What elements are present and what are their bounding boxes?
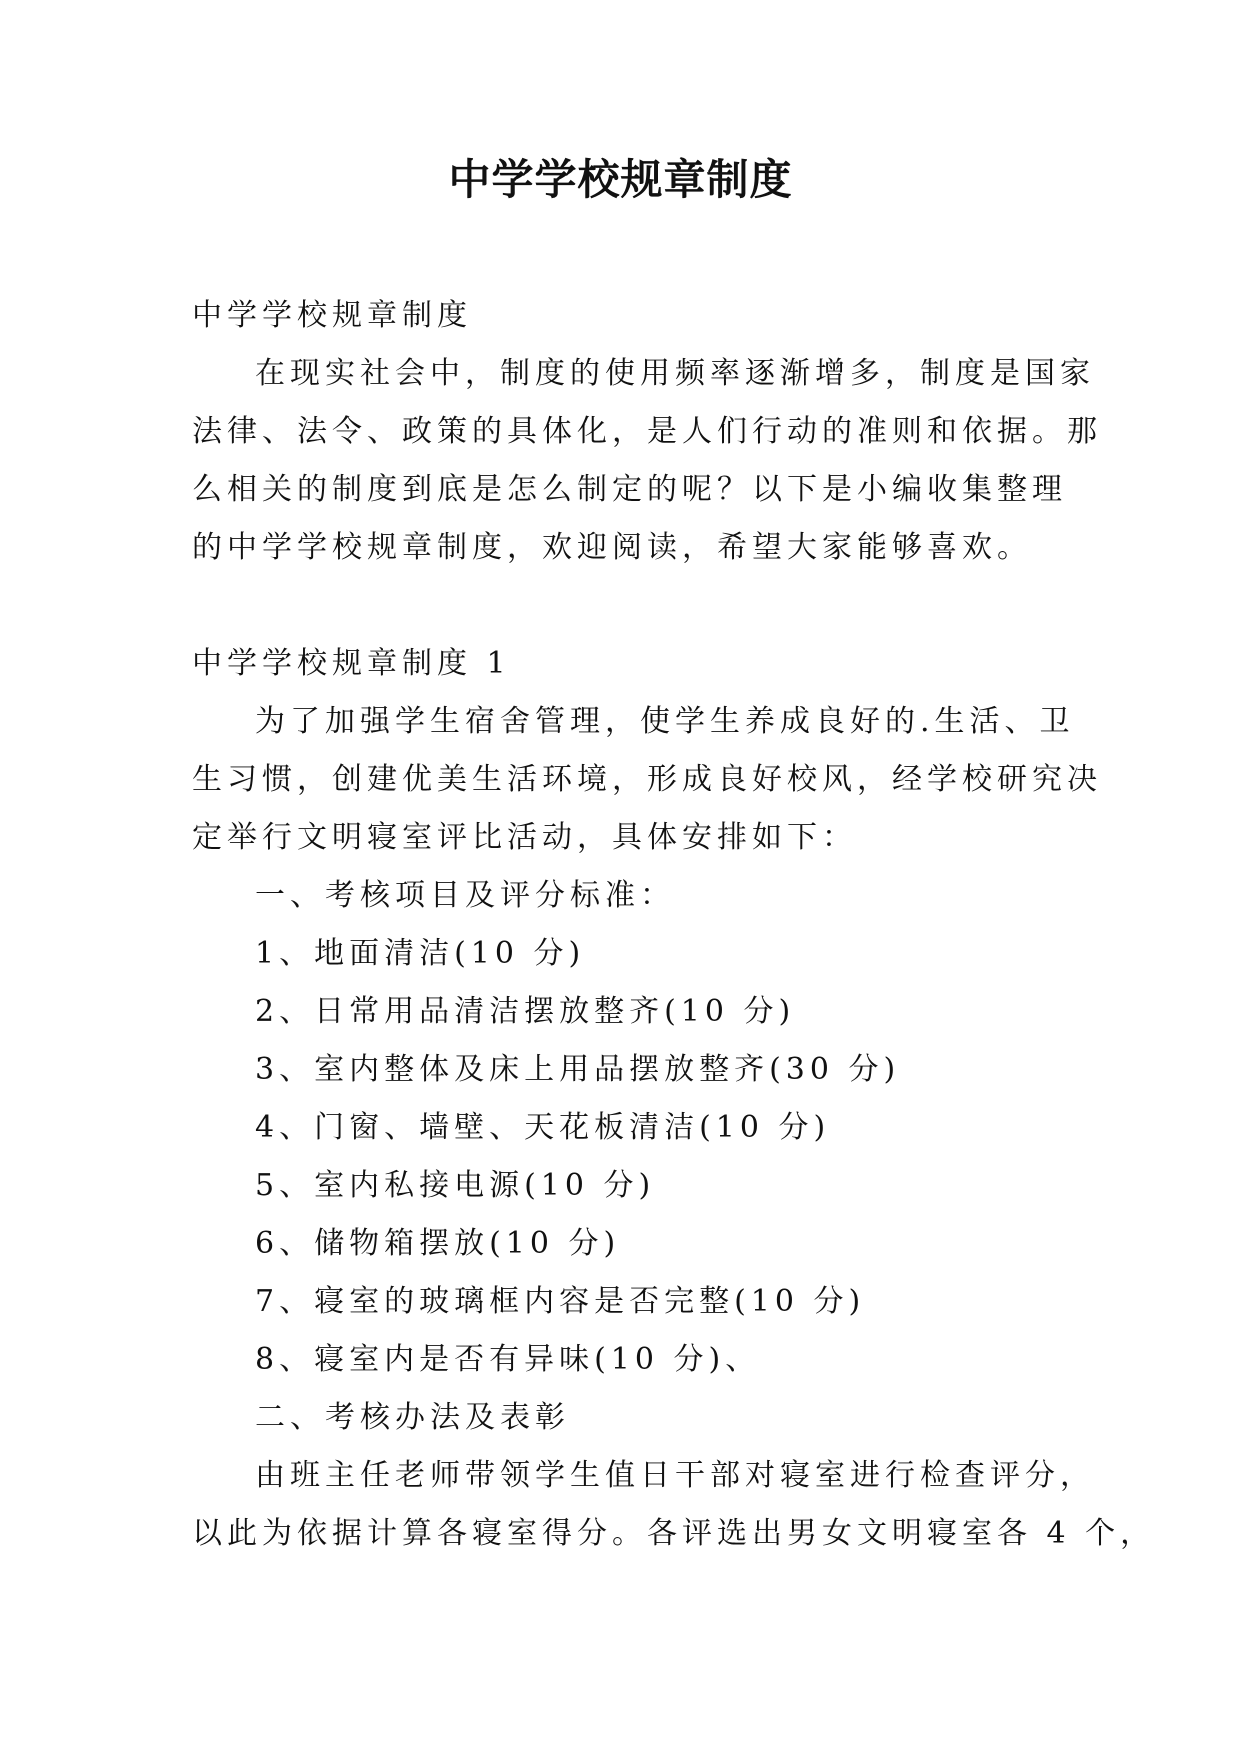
list-item: 3、室内整体及床上用品摆放整齐(30 分) (255, 1052, 901, 1087)
subsection-heading: 一、考核项目及评分标准： (255, 878, 675, 913)
list-item: 6、储物箱摆放(10 分) (255, 1226, 621, 1261)
list-item: 4、门窗、墙壁、天花板清洁(10 分) (255, 1110, 831, 1145)
list-item: 5、室内私接电源(10 分) (255, 1168, 656, 1203)
paragraph-line: 以此为依据计算各寝室得分。各评选出男女文明寝室各 4 个， (192, 1516, 1156, 1551)
section-heading: 中学学校规章制度 1 (192, 646, 511, 681)
list-item: 1、地面清洁(10 分) (255, 936, 586, 971)
paragraph-line: 为了加强学生宿舍管理，使学生养成良好的.生活、卫 (255, 704, 1075, 739)
paragraph-line: 法律、法令、政策的具体化，是人们行动的准则和依据。那 (192, 414, 1102, 449)
subsection-heading: 二、考核办法及表彰 (255, 1400, 570, 1435)
list-item: 8、寝室内是否有异味(10 分)、 (255, 1342, 761, 1377)
document-title: 中学学校规章制度 (448, 155, 793, 204)
paragraph-line: 由班主任老师带领学生值日干部对寝室进行检查评分， (255, 1458, 1095, 1493)
list-item: 7、寝室的玻璃框内容是否完整(10 分) (255, 1284, 866, 1319)
paragraph-line: 的中学学校规章制度，欢迎阅读，希望大家能够喜欢。 (192, 530, 1032, 565)
paragraph-line: 在现实社会中，制度的使用频率逐渐增多，制度是国家 (255, 356, 1095, 391)
paragraph-line: 么相关的制度到底是怎么制定的呢？以下是小编收集整理 (192, 472, 1067, 507)
paragraph-line: 生习惯，创建优美生活环境，形成良好校风，经学校研究决 (192, 762, 1102, 797)
paragraph-line: 定举行文明寝室评比活动，具体安排如下： (192, 820, 857, 855)
intro-heading: 中学学校规章制度 (192, 298, 472, 333)
list-item: 2、日常用品清洁摆放整齐(10 分) (255, 994, 796, 1029)
